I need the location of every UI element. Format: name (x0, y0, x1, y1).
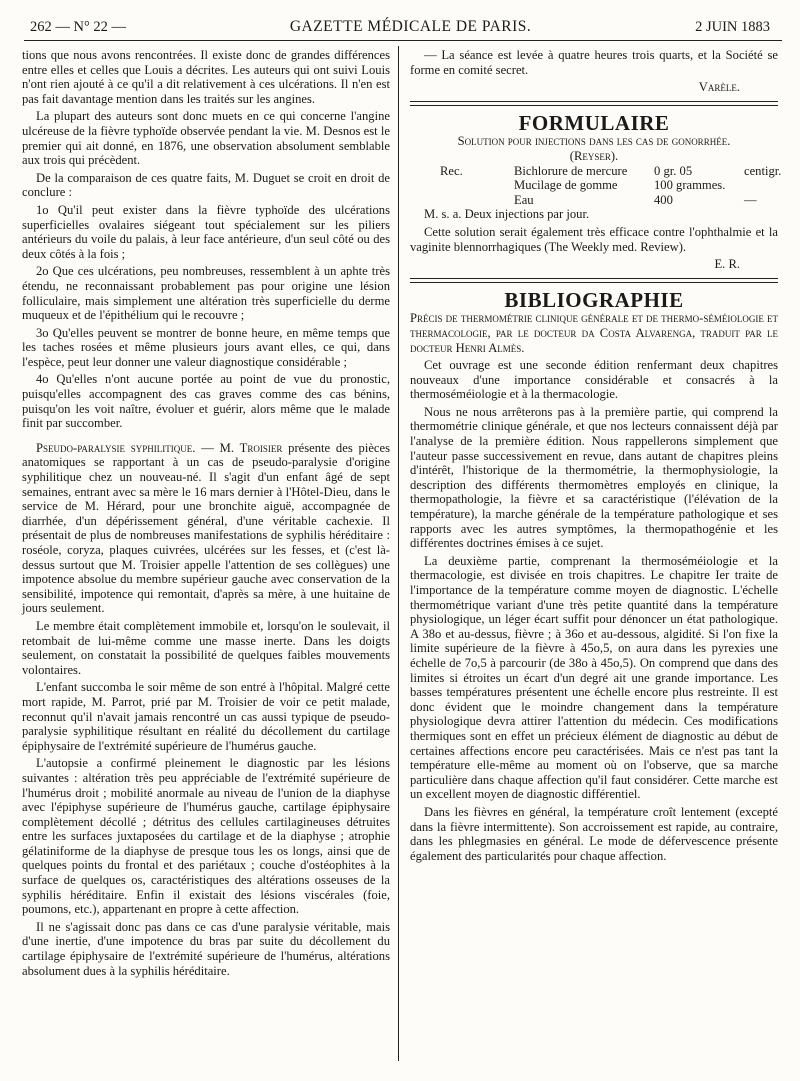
signature: Varèle. (698, 80, 740, 95)
paragraph (22, 441, 390, 616)
recipe-cell (744, 178, 800, 193)
paragraph: 2o Que ces ulcérations, peu nombreuses, ressemblent à un aphte très étendu, ne reconnaissant probablement pas pour origine une lésion folliculaire, mais simplement une altération très superficielle du derme muqueux et de l'épithélium qui le recouvre ; (22, 264, 390, 323)
signature: E. R. (714, 257, 740, 272)
section-author: (Reyser). (569, 148, 619, 163)
paragraph: De la comparaison de ces quatre faits, M. Duguet se croit en droit de conclure : (22, 170, 390, 200)
section-title: FORMULAIRE (518, 110, 670, 135)
paragraph: La plupart des auteurs sont donc muets en ce qui concerne l'angine ulcéreuse de la fièvre typhoïde observée pendant la vie. M. Desnos est le premier qui ait donné, en 1876, une observation absolument semblable aux trois qui précèdent. (22, 109, 390, 168)
section-subtitle: Solution pour injections dans les cas de gonorrhée. (457, 134, 731, 149)
section-rule (410, 278, 778, 283)
recipe-cell: Mucilage de gomme (514, 178, 618, 193)
paragraph: La deuxième partie, comprenant la thermoséméiologie et la thermacologie, est divisée en trois chapitres. Le chapitre Ier traite de l'importance de la température comme moyen de diagnostic. L'échelle thermométrique variant d'une très petite quantité dans la température physiologique, un léger écart suffit pour dénoncer un état pathologique. A 38o et au-dessus, fièvre ; à 36o et au-dessous, algidité. Si l'on fixe la limite supérieure de la fièvre à 45o,5, on aura dans les pyrexies une échelle de 7o,5 à parcourir (de 38o à 45o,5). On comprend que dans des limites si étroites un écart d'un degré ait une grande importance. Les basses températures présentent une échelle encore plus restreinte. Il est donc évident que le moindre changement dans la température physiologique devra attirer l'attention du médecin. Ces modifications thermiques sont en effet un précieux élément de diagnostic au début de certaines affections encore peu caractérisées. Mais ce n'est pas tant la température elle-même au moment où on l'observe, que sa marche particulière dans chaque affection qu'il faut considérer. Cette marche est un excellent moyen de diagnostic différentiel. (410, 553, 778, 802)
paragraph: 1o Qu'il peut exister dans la fièvre typhoïde des ulcérations superficielles ovalaires siégeant tout spécialement sur les piliers antérieurs du voile du palais, à leur face antérieure, d'un seul côté ou des deux côtés à la fois ; (22, 202, 390, 261)
recipe-cell: 0 gr. 05 (654, 163, 693, 178)
book-reference: Précis de thermométrie clinique générale et de thermo-séméiologie et thermacologie, par le docteur da Costa Alvarenga, traduit par le docteur Henri Almès. (410, 311, 778, 355)
header-rule (24, 40, 782, 41)
paragraph: L'enfant succomba le soir même de son entré à l'hôpital. Malgré cette mort rapide, M. Parrot, prié par M. Troisier de voir ce petit malade, reconnut qu'il n'avait jamais rencontré un cas aussi typique de pseudo-paralysie syphilitique résultant en réalité du décollement du cartilage épiphysaire de l'extrémité supérieure de l'humérus gauche. (22, 680, 390, 753)
paragraph: 3o Qu'elles peuvent se montrer de bonne heure, en même temps que les taches rosées et même plusieurs jours avant elles, ce qui, dans l'espèce, peut leur donner une valeur diagnostique considérable ; (22, 325, 390, 369)
paragraph: tions que nous avons rencontrées. Il existe donc de grandes différences entre elles et celles que Louis a décrites. Les auteurs qui ont suivi Louis n'ont rien ajouté à ce qu'il a dit relativement à ces ulcérations. Il n'en est pas fait davantage mention dans les traités sur les angines. (22, 48, 390, 106)
paragraph: Dans les fièvres en général, la température croît lentement (excepté dans la fièvre intermittente). Son accroissement est rapide, au contraire, dans les phlegmasies en général. Le mode de défervescence présente également des particularités pour chaque affection. (410, 804, 778, 863)
paragraph: Il ne s'agissait donc pas dans ce cas d'une paralysie véritable, mais d'une inertie, d'une impotence du bras par suite du décollement du cartilage épiphysaire de l'extrémité supérieure de l'humérus, altérations absolument dues à la syphilis héréditaire. (22, 919, 390, 978)
header-page-number: 262 — N° 22 — (30, 19, 127, 35)
paragraph: — La séance est levée à quatre heures trois quarts, et la Société se forme en comité secret. (410, 48, 778, 77)
recipe-cell: centigr. (744, 163, 782, 178)
header-date: 2 JUIN 1883 (695, 19, 770, 35)
recipe-cell: 400 (654, 192, 673, 207)
recipe-cell (440, 178, 514, 193)
paragraph: M. s. a. Deux injections par jour. (424, 207, 590, 222)
section-rule (410, 101, 778, 106)
section-title: BIBLIOGRAPHIE (504, 287, 684, 312)
left-column (22, 48, 390, 981)
recipe-cell: 100 grammes. (654, 178, 726, 193)
recipe-cell: — (744, 192, 757, 207)
recipe-cell: Bichlorure de mercure (514, 163, 628, 178)
section-lead: Pseudo-paralysie syphilitique. — M. Troisier (36, 440, 283, 455)
recipe-table (440, 163, 782, 208)
recipe-cell (440, 193, 514, 208)
paragraph: L'autopsie a confirmé pleinement le diagnostic par les lésions suivantes : altération très peu appréciable de l'extrémité supérieure de l'humérus droit ; mobilité anormale au niveau de l'union de la diaphyse avec l'épiphyse supérieure de l'humérus gauche, cartilage épiphysaire complètement décollé ; détritus des cellules cartilagineuses détruites entre les surfaces juxtaposées du cartilage et de la diaphyse ; atrophie gélatiniforme de la diaphyse de presque tous les os longs, ainsi que de quelques points du frontal et des pariétaux ; couche d'ostéophites à la surface de quelques os, caractéristiques des altérations osseuses de la syphilis héréditaire. Enfin il existait des lésions viscérales (foie, poumons, etc.), appartenant en propre à cette affection. (22, 756, 390, 917)
right-column (410, 48, 782, 866)
paragraph: Cet ouvrage est une seconde édition renfermant deux chapitres nouveaux d'une importance considérable et consacrés à la thermoséméiologie et à la thermacologie. (410, 358, 778, 402)
page-header (30, 14, 770, 36)
paragraph: Le membre était complètement immobile et, lorsqu'on le soulevait, il retombait de lui-même comme une masse inerte. Dans les doigts seulement, on constatait la possibilité de quelques faibles mouvements volontaires. (22, 618, 390, 677)
section-text: présente des pièces anatomiques se rapportant à un cas de pseudo-paralysie d'origine syphilitique chez un nouveau-né. Il s'agit d'un enfant âgé de sept semaines, entrant avec sa mère le 16 mars dernier à l'Hôtel-Dieu, dans le service de M. Hérard, pour une bronchite aiguë, accompagnée de diarrhée, d'un dépérissement général, d'une véritable cachexie. Il présentait de plus de nombreuses manifestations de syphilis héréditaire : roséole, coryza, plaques cuivrées, ulcérées sur les fesses, et (c'est là-dessus surtout que M. Troisier appelle l'attention de ses collègues) une impotence absolue du membre supérieur gauche avec conservation de la sensibilité, impotence qui remontait, d'après sa mère, à une huitaine de jours seulement. (22, 440, 391, 616)
header-journal-title: GAZETTE MÉDICALE DE PARIS. (289, 18, 532, 35)
recipe-cell: Rec. (440, 163, 463, 178)
paragraph: Nous ne nous arrêterons pas à la première partie, qui comprend la thermométrie clinique générale, et que nos lecteurs connaissent déjà par l'analyse de la première édition. Nous rappellerons simplement que l'auteur passe successivement en revue, dans autant de chapitres pleins d'intérêt, l'historique de la thermométrie, la thermophysiologie, la description des différents thermomètres employés en clinique, la thermopathologie, la fièvre et sa caractéristique (l'élévation de la température), la marche générale de la température pathologique et ses rapports avec les autres symptômes, la thermopathogénie et les différentes doctrines émises à ce sujet. (410, 404, 778, 551)
paragraph: Cette solution serait également très efficace contre l'ophthalmie et la vaginite blennorrhagiques (The Weekly med. Review). (410, 224, 778, 254)
recipe-cell: Eau (514, 192, 534, 207)
column-divider (398, 46, 399, 1061)
paragraph: 4o Qu'elles n'ont aucune portée au point de vue du pronostic, puisqu'elles accompagnent des cas graves comme des cas bénins, puisqu'on les voit naître, évoluer et guérir, alors même que le malade finit par succomber. (22, 372, 390, 431)
